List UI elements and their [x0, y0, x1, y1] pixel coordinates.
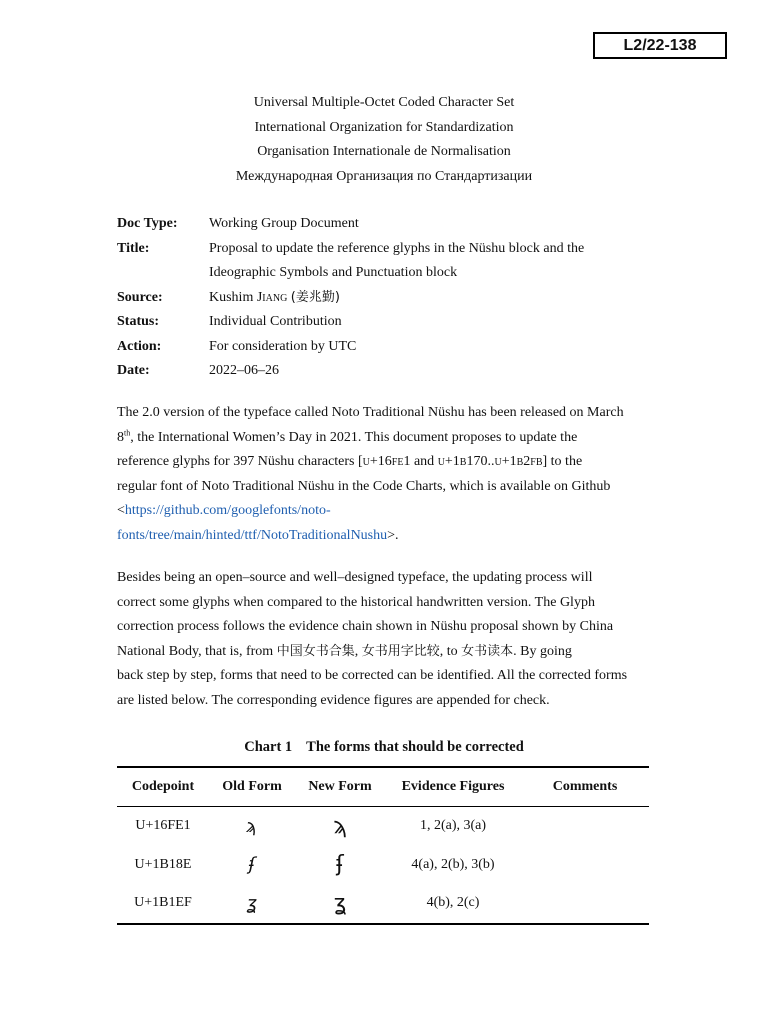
table-row — [117, 807, 649, 846]
cjk-title: 中国女书合集 — [276, 643, 355, 659]
column-header: Old Form — [209, 767, 295, 807]
source-cjk-name: (姜兆勤) — [290, 289, 340, 305]
evidence-cell: 4(a), 2(b), 3(b) — [411, 856, 495, 872]
github-link[interactable]: https://github.com/googlefonts/noto- — [124, 503, 331, 518]
superscript: th — [124, 427, 131, 437]
comments-cell — [521, 884, 649, 924]
nushu-glyph-new: ʄ — [336, 852, 344, 878]
meta-value: Individual Contribution — [209, 314, 342, 329]
new-form-cell — [295, 846, 385, 885]
document-metadata — [117, 212, 647, 384]
text-line: back step by step, forms that need to be corrected can be identified. All the corrected forms — [117, 668, 628, 683]
nushu-glyph-old: ʓ — [244, 892, 260, 914]
corrected-forms-table — [117, 766, 649, 925]
header-line: International Organization for Standardization — [254, 119, 514, 135]
meta-label: Title: — [117, 240, 150, 256]
old-form-cell — [209, 846, 295, 885]
meta-action — [117, 335, 647, 360]
meta-value: For consideration by UTC — [209, 338, 357, 354]
column-header: Comments — [521, 767, 649, 807]
paragraph-correction-process — [117, 566, 649, 713]
meta-value — [209, 237, 647, 286]
new-form-cell — [295, 884, 385, 924]
evidence-cell: 1, 2(a), 3(a) — [419, 818, 487, 834]
comments-cell — [521, 846, 649, 885]
meta-source — [117, 286, 647, 311]
source-name: Kushim — [209, 289, 254, 305]
meta-doc-type — [117, 212, 647, 237]
source-surname: Jiang — [256, 289, 288, 305]
text-line: 8th, the International Women’s Day in 2021. This document proposes to update the — [117, 427, 578, 445]
text-line: <https://github.com/googlefonts/noto- — [117, 503, 331, 518]
column-header: Codepoint — [117, 767, 209, 807]
column-header: New Form — [295, 767, 385, 807]
cjk-title: 女书读本 — [461, 643, 514, 659]
text-line: reference glyphs for 397 Nüshu characters [u+16fe1 and u+1b170..u+1b2fb] to the — [117, 454, 583, 469]
organization-header — [0, 91, 768, 189]
header-line: Organisation Internationale de Normalisation — [257, 144, 511, 159]
title-line: Ideographic Symbols and Punctuation block — [209, 265, 458, 280]
text-line: National Body, that is, from 中国女书合集, 女书用字比较, to 女书读本. By going — [117, 643, 572, 659]
old-form-cell — [209, 807, 295, 846]
codepoint-ref: u+16fe1 — [362, 454, 411, 469]
text-line: regular font of Noto Traditional Nüshu in the Code Charts, which is available on Github — [117, 478, 611, 494]
chart-caption — [0, 735, 768, 759]
meta-label: Date: — [117, 363, 150, 378]
meta-title — [117, 237, 647, 286]
meta-date — [117, 359, 647, 384]
text-line: fonts/tree/main/hinted/ttf/NotoTraditionalNushu>. — [117, 527, 399, 543]
meta-value: 2022–06–26 — [209, 363, 279, 378]
table-row — [117, 846, 649, 885]
meta-label: Source: — [117, 289, 163, 305]
new-form-cell — [295, 807, 385, 846]
header-line: Международная Организация по Стандартизации — [235, 168, 533, 184]
meta-label: Action: — [117, 338, 162, 354]
text-line: correction process follows the evidence chain shown in Nüshu proposal shown by China — [117, 619, 614, 634]
document-number: L2/22-138 — [593, 32, 727, 59]
meta-value — [209, 286, 647, 311]
text-line: correct some glyphs when compared to the historical handwritten version. The Glyph — [117, 594, 595, 610]
nushu-glyph-old: ϡ — [244, 815, 260, 837]
paragraph-intro — [117, 401, 649, 548]
header-line: Universal Multiple-Octet Coded Character Set — [253, 95, 515, 110]
column-header: Evidence Figures — [385, 767, 521, 807]
meta-label: Doc Type: — [117, 216, 178, 231]
meta-label: Status: — [117, 314, 160, 329]
codepoint-cell: U+16FE1 — [135, 818, 191, 834]
text-line: The 2.0 version of the typeface called Noto Traditional Nüshu has been released on March — [117, 405, 624, 420]
old-form-cell — [209, 884, 295, 924]
meta-status — [117, 310, 647, 335]
github-link-continued[interactable]: fonts/tree/main/hinted/ttf/NotoTraditionalNushu — [117, 527, 388, 543]
evidence-cell: 4(b), 2(c) — [385, 884, 521, 924]
codepoint-cell: U+1B1EF — [117, 884, 209, 924]
chart-title: The forms that should be corrected — [306, 739, 524, 755]
codepoint-cell: U+1B18E — [134, 856, 192, 872]
title-line: Proposal to update the reference glyphs in the Nüshu block and the — [209, 240, 585, 256]
comments-cell — [521, 807, 649, 846]
nushu-glyph-old: ʄ — [246, 854, 258, 876]
text-line: Besides being an open–source and well–designed typeface, the updating process will — [117, 570, 593, 585]
meta-value: Working Group Document — [209, 216, 359, 231]
chart-number: Chart 1 — [244, 739, 293, 755]
cjk-title: 女书用字比较 — [361, 643, 440, 659]
text-line: are listed below. The corresponding evidence figures are appended for check. — [117, 692, 550, 708]
table-header-row — [117, 767, 649, 807]
table-row — [117, 884, 649, 924]
nushu-glyph-new: ϡ — [333, 813, 347, 839]
codepoint-range-ref: u+1b170..u+1b2fb — [437, 454, 543, 469]
nushu-glyph-new: ʓ — [333, 890, 347, 916]
